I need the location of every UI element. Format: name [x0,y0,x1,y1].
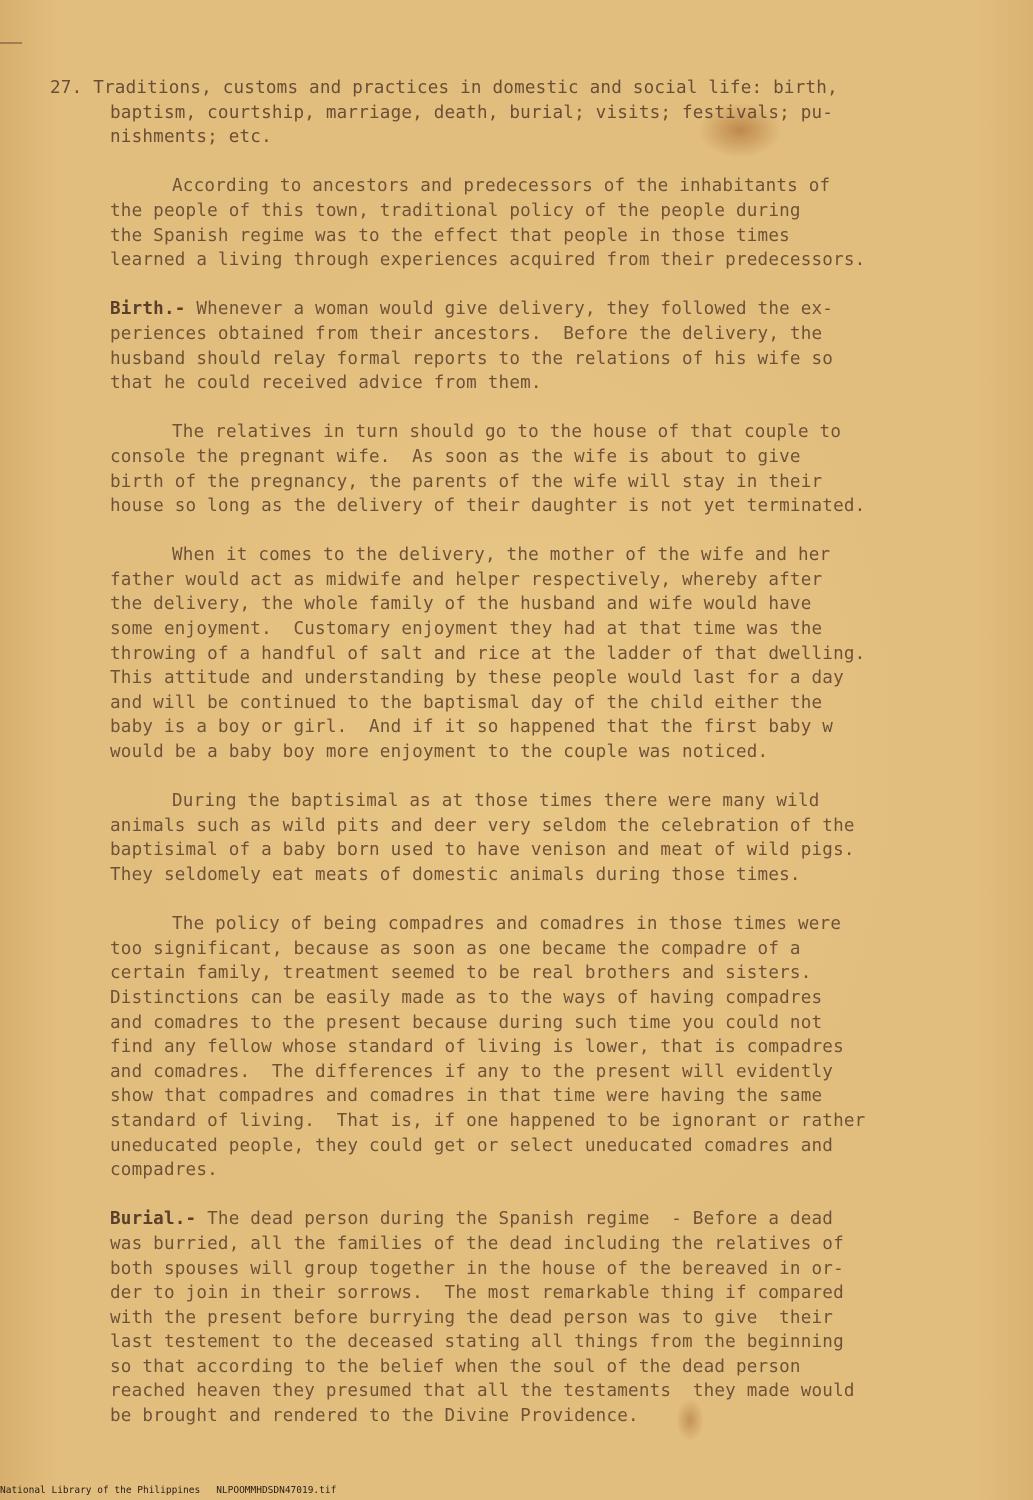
intro-line: the Spanish regime was to the effect that people in those times [110,225,790,246]
delivery-line: the delivery, the whole family of the husband and wife would have [110,594,812,615]
burial-line [50,1207,980,1232]
burial-line: so that according to the belief when the soul of the dead person [110,1356,801,1377]
burial-line: last testement to the deceased stating all things from the beginning [110,1332,844,1353]
burial-heading: Burial.- [110,1209,197,1230]
baptismal-line: animals such as wild pits and deer very seldom the celebration of the [110,815,855,836]
document-body [50,76,980,1429]
baptismal-line: baptisimal of a baby born used to have venison and meat of wild pigs. [110,840,855,861]
relatives-line: birth of the pregnancy, the parents of the wife will stay in their [110,471,823,492]
compadres-line: standard of living. That is, if one happened to be ignorant or rather [110,1110,866,1131]
compadres-line: uneducated people, they could get or select uneducated comadres and [110,1135,834,1156]
intro-line: learned a living through experiences acquired from their predecessors. [110,250,866,271]
birth-line: husband should relay formal reports to the relations of his wife so [110,348,834,369]
delivery-line: father would act as midwife and helper respectively, whereby after [110,569,823,590]
compadres-line: compadres. [110,1160,218,1181]
footer-file: NLPOOMMHDSDN47019.tif [216,1485,337,1496]
edge-mark [0,42,22,44]
delivery-line: would be a baby boy more enjoyment to the couple was noticed. [110,742,769,763]
compadres-line: and comadres. The differences if any to the present will evidently [110,1061,834,1082]
relatives-line: house so long as the delivery of their daughter is not yet terminated. [110,496,866,517]
birth-text: Whenever a woman would give delivery, they followed the ex- [185,299,834,320]
baptismal-line: They seldomely eat meats of domestic animals during those times. [110,865,801,885]
burial-line: reached heaven they presumed that all the testaments they made would [110,1381,855,1402]
relatives-line: console the pregnant wife. As soon as the wife is about to give [110,446,801,467]
delivery-line: and will be continued to the baptismal day of the child either the [110,692,823,713]
delivery-line: When it comes to the delivery, the mother of the wife and her [172,545,831,566]
compadres-line: The policy of being compadres and comadres in those times were [172,914,842,935]
birth-heading: Birth.- [110,299,186,320]
compadres-line: too significant, because as soon as one became the compadre of a [110,938,801,959]
question-line-3: nishments; etc. [110,127,272,148]
question-line-2: baptism, courtship, marriage, death, burial; visits; festivals; pu- [110,102,834,123]
intro-line: According to ancestors and predecessors of the inhabitants of [172,176,831,197]
delivery-line: This attitude and understanding by these people would last for a day [110,668,844,689]
delivery-line: baby is a boy or girl. And if it so happened that the first baby w [110,717,834,738]
compadres-line: and comadres to the present because during such time you could not [110,1012,823,1033]
birth-line [50,297,980,322]
burial-line: with the present before burrying the dead person was to give their [110,1307,834,1328]
compadres-line: certain family, treatment seemed to be real brothers and sisters. [110,963,812,984]
question-text: Traditions, customs and practices in domestic and social life: birth, [93,78,838,98]
scan-footer [0,1485,352,1496]
birth-line: periences obtained from their ancestors. Before the delivery, the [110,323,823,344]
compadres-line: show that compadres and comadres in that time were having the same [110,1086,823,1107]
question-number: 27. [50,78,83,98]
intro-line: the people of this town, traditional policy of the people during [110,200,801,221]
compadres-line: Distinctions can be easily made as to the ways of having compadres [110,987,823,1008]
compadres-line: find any fellow whose standard of living is lower, that is compadres [110,1037,844,1058]
birth-line: that he could received advice from them. [110,373,542,394]
delivery-line: some enjoyment. Customary enjoyment they had at that time was the [110,619,823,640]
footer-library: National Library of the Philippines [0,1485,201,1496]
burial-text: The dead person during the Spanish regime - Before a dead [196,1209,834,1230]
question-line-1 [50,76,980,101]
burial-line: der to join in their sorrows. The most remarkable thing if compared [110,1283,844,1304]
relatives-line: The relatives in turn should go to the house of that couple to [172,422,842,443]
delivery-line: throwing of a handful of salt and rice at the ladder of that dwelling. [110,643,866,664]
burial-line: be brought and rendered to the Divine Providence. [110,1406,639,1427]
burial-line: both spouses will group together in the house of the bereaved in or- [110,1258,844,1279]
burial-line: was burried, all the families of the dead including the relatives of [110,1233,844,1254]
baptismal-line: During the baptisimal as at those times there were many wild [172,791,820,812]
